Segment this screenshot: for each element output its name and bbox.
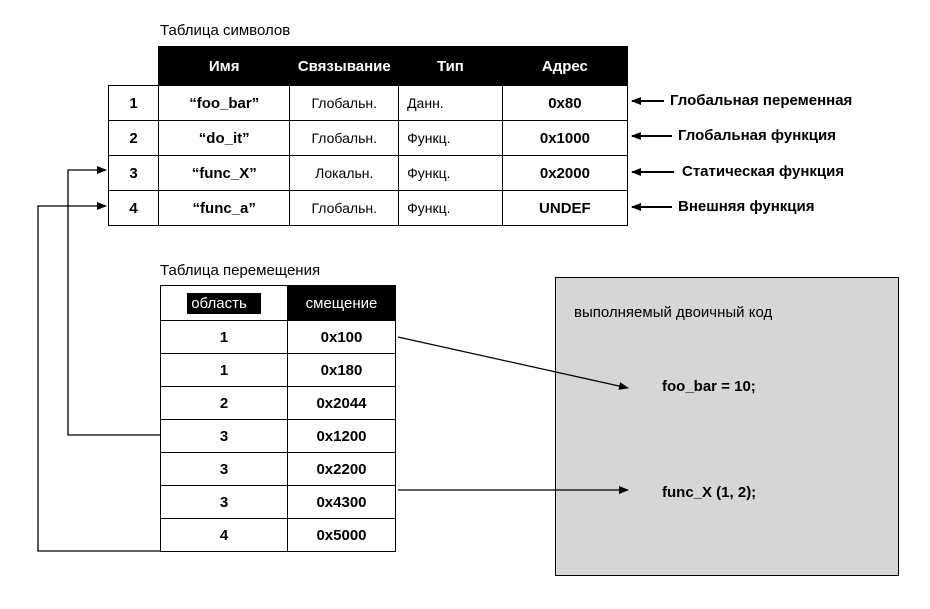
symbol-index: 2: [109, 121, 159, 156]
symbol-binding: Глобальн.: [290, 86, 399, 121]
relocation-offset: 0x4300: [288, 486, 396, 519]
symbol-index: 4: [109, 191, 159, 226]
relocation-area: 1: [161, 354, 288, 387]
header-address: Адрес: [502, 47, 627, 86]
annotation-global-function: Глобальная функция: [678, 127, 836, 144]
annotation-global-variable: Глобальная переменная: [670, 92, 853, 109]
symbol-address: 0x1000: [502, 121, 627, 156]
symbol-index: 1: [109, 86, 159, 121]
header-name: Имя: [158, 47, 289, 86]
link-reloc-3-to-symbol-3: [68, 170, 160, 435]
symbol-table-caption: Таблица символов: [160, 22, 291, 39]
relocation-table-caption: Таблица перемещения: [160, 262, 321, 279]
link-offset-to-foo-bar: [398, 337, 628, 388]
header-type: Тип: [399, 47, 503, 86]
header-binding: Связывание: [290, 47, 399, 86]
annotation-external-function: Внешняя функция: [678, 198, 815, 215]
relocation-area: 4: [161, 519, 288, 552]
symbol-address: 0x2000: [502, 156, 627, 191]
code-line-foo-bar: foo_bar = 10;: [662, 378, 756, 395]
header-offset: смещение: [288, 286, 396, 321]
symbol-binding: Локальн.: [290, 156, 399, 191]
symbol-address: 0x80: [502, 86, 627, 121]
executable-code-title: выполняемый двоичный код: [574, 304, 773, 321]
relocation-offset: 0x100: [288, 321, 396, 354]
symbol-binding: Глобальн.: [290, 191, 399, 226]
symbol-index: 3: [109, 156, 159, 191]
header-area-label: область: [187, 293, 261, 314]
relocation-offset: 0x2200: [288, 453, 396, 486]
relocation-offset: 0x180: [288, 354, 396, 387]
relocation-offset: 0x1200: [288, 420, 396, 453]
symbol-name: “foo_bar”: [158, 86, 289, 121]
link-reloc-4-to-symbol-4: [38, 206, 160, 551]
relocation-area: 3: [161, 420, 288, 453]
relocation-offset: 0x2044: [288, 387, 396, 420]
symbol-address: UNDEF: [502, 191, 627, 226]
symbol-type: Данн.: [399, 86, 503, 121]
symbol-name: “do_it”: [158, 121, 289, 156]
relocation-offset: 0x5000: [288, 519, 396, 552]
symbol-name: “func_a”: [158, 191, 289, 226]
relocation-area: 2: [161, 387, 288, 420]
symbol-binding: Глобальн.: [290, 121, 399, 156]
code-line-func-x: func_X (1, 2);: [662, 484, 757, 501]
relocation-area: 3: [161, 453, 288, 486]
symbol-name: “func_X”: [158, 156, 289, 191]
relocation-area: 1: [161, 321, 288, 354]
annotation-static-function: Статическая функция: [682, 163, 845, 180]
symbol-type: Функц.: [399, 191, 503, 226]
symbol-type: Функц.: [399, 121, 503, 156]
symbol-type: Функц.: [399, 156, 503, 191]
relocation-area: 3: [161, 486, 288, 519]
